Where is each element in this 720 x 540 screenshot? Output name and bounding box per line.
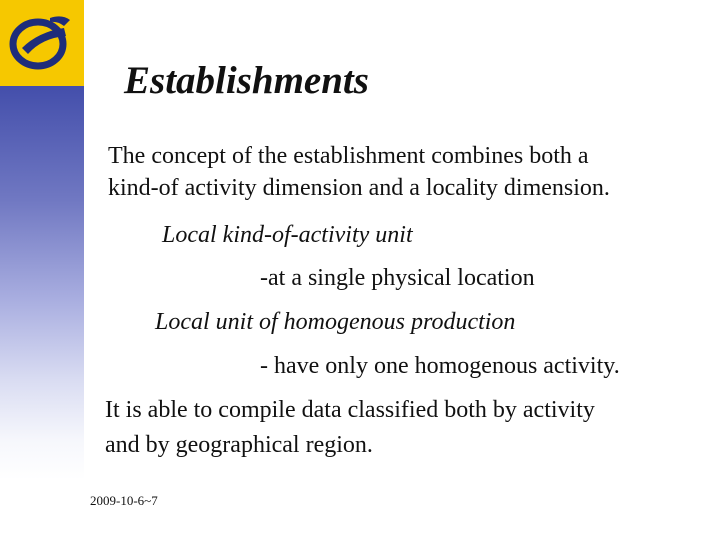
paragraph2-line2: and by geographical region. bbox=[105, 432, 373, 458]
paragraph1-line2: kind-of activity dimension and a locality dimension. bbox=[108, 175, 610, 201]
logo bbox=[0, 0, 84, 86]
unit1-label: Local kind-of-activity unit bbox=[162, 222, 413, 248]
slide-title: Establishments bbox=[124, 59, 369, 102]
unit2-detail: - have only one homogenous activity. bbox=[260, 353, 620, 379]
footer-date: 2009-10-6~7 bbox=[90, 493, 158, 508]
unit2-label: Local unit of homogenous production bbox=[155, 309, 516, 335]
paragraph1-line1: The concept of the establishment combines both a bbox=[108, 143, 589, 169]
paragraph2-line1: It is able to compile data classified both by activity bbox=[105, 397, 595, 423]
logo-icon bbox=[4, 8, 76, 76]
unit1-detail: -at a single physical location bbox=[260, 265, 535, 291]
